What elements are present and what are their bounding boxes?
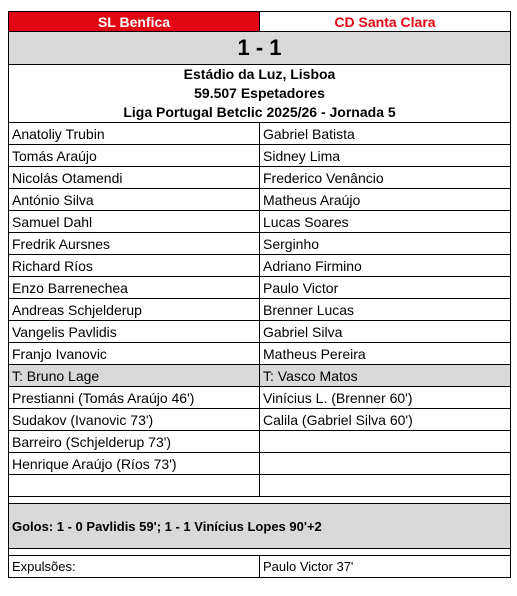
lineup-row (9, 189, 511, 211)
home-player: Samuel Dahl (9, 211, 260, 232)
home-player: Tomás Araújo (9, 145, 260, 166)
score-row (9, 32, 511, 65)
lineup-row (9, 145, 511, 167)
home-team-name: SL Benfica (9, 12, 260, 31)
away-player: Frederico Venâncio (260, 167, 511, 188)
home-player: Prestianni (Tomás Araújo 46') (9, 387, 260, 408)
team-header-row (9, 12, 511, 32)
away-player: Gabriel Silva (260, 321, 511, 342)
final-score: 1 - 1 (9, 32, 511, 64)
home-player: Enzo Barrenechea (9, 277, 260, 298)
away-expulsion: Paulo Victor 37' (260, 556, 511, 577)
lineup-row (9, 255, 511, 277)
away-player (260, 475, 511, 496)
lineup-row (9, 123, 511, 145)
lineup-row (9, 277, 511, 299)
match-sheet-table (8, 11, 511, 578)
away-player: Sidney Lima (260, 145, 511, 166)
substitutions-section (9, 387, 511, 497)
substitution-row (9, 409, 511, 431)
away-player: Paulo Victor (260, 277, 511, 298)
match-info-row (9, 65, 511, 123)
home-player (9, 475, 260, 496)
expulsions-label: Expulsões: (9, 556, 260, 577)
lineup-row (9, 233, 511, 255)
away-player: Matheus Araújo (260, 189, 511, 210)
away-player: Matheus Pereira (260, 343, 511, 364)
away-player: Adriano Firmino (260, 255, 511, 276)
stadium-label: Estádio da Luz, Lisboa (183, 66, 336, 82)
expulsions-row (9, 556, 511, 578)
goals-summary: Golos: 1 - 0 Pavlidis 59'; 1 - 1 Vinícius Lopes 90'+2 (9, 504, 511, 548)
away-team-name: CD Santa Clara (260, 12, 511, 31)
away-player: Vinícius L. (Brenner 60') (260, 387, 511, 408)
lineup-row (9, 343, 511, 365)
home-coach: T: Bruno Lage (9, 365, 260, 386)
home-player: Barreiro (Schjelderup 73') (9, 431, 260, 452)
lineup-row (9, 211, 511, 233)
lineup-section (9, 123, 511, 365)
home-player: António Silva (9, 189, 260, 210)
lineup-row (9, 167, 511, 189)
lineup-row (9, 299, 511, 321)
spacer-row (9, 549, 511, 556)
home-player: Vangelis Pavlidis (9, 321, 260, 342)
away-player: Brenner Lucas (260, 299, 511, 320)
substitution-row (9, 453, 511, 475)
spacer-cell (9, 549, 511, 555)
lineup-row (9, 321, 511, 343)
away-player: Lucas Soares (260, 211, 511, 232)
substitution-row (9, 431, 511, 453)
spacer-row (9, 497, 511, 504)
match-info (9, 65, 511, 122)
attendance-label: 59.507 Espetadores (194, 85, 325, 101)
home-player: Nicolás Otamendi (9, 167, 260, 188)
away-player (260, 453, 511, 474)
away-player: Gabriel Batista (260, 123, 511, 144)
spacer-cell (9, 497, 511, 503)
home-player: Fredrik Aursnes (9, 233, 260, 254)
coach-row (9, 365, 511, 387)
competition-label: Liga Portugal Betclic 2025/26 - Jornada 5 (123, 104, 396, 120)
home-player: Andreas Schjelderup (9, 299, 260, 320)
home-player: Henrique Araújo (Ríos 73') (9, 453, 260, 474)
away-coach: T: Vasco Matos (260, 365, 511, 386)
away-player: Serginho (260, 233, 511, 254)
home-player: Franjo Ivanovic (9, 343, 260, 364)
goals-row (9, 504, 511, 549)
home-player: Anatoliy Trubin (9, 123, 260, 144)
substitution-row (9, 387, 511, 409)
home-player: Richard Ríos (9, 255, 260, 276)
away-player (260, 431, 511, 452)
away-player: Calila (Gabriel Silva 60') (260, 409, 511, 430)
substitution-row (9, 475, 511, 497)
home-player: Sudakov (Ivanovic 73') (9, 409, 260, 430)
